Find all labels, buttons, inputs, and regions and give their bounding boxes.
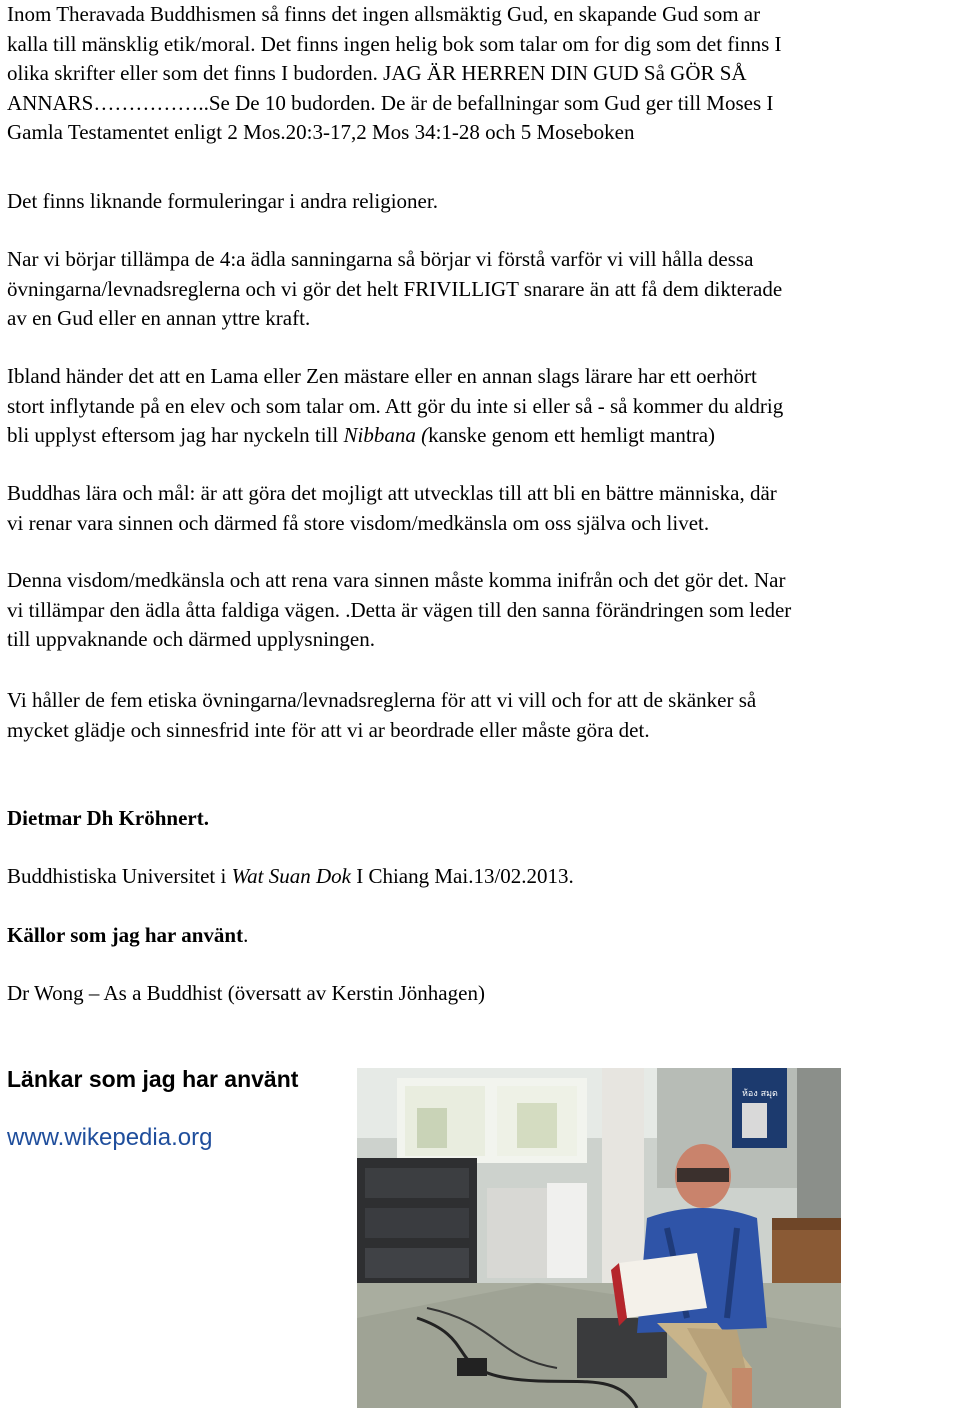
paragraph-3-line: övningarna/levnadsreglerna och vi gör det helt FRIVILLIGT snarare än att få dem dikterade xyxy=(7,276,783,301)
paragraph-2 xyxy=(7,187,957,217)
paragraph-6-line: Denna visdom/medkänsla och att rena vara sinnen måste komma inifrån och det gör det. Nar xyxy=(7,568,786,592)
paragraph-5-line: Buddhas lära och mål: är att göra det mojligt att utvecklas till att bli en bättre människa, där xyxy=(7,481,777,505)
paragraph-4-line: stort inflytande på en elev och som talar om. Att gör du inte si eller så - så kommer du aldrig xyxy=(7,393,784,418)
sources-heading-period: . xyxy=(243,923,249,947)
paragraph-1 xyxy=(7,0,957,148)
affiliation-date: I Chiang Mai.13/02.2013. xyxy=(350,864,574,888)
paragraph-3-line: Nar vi börjar tillämpa de 4:a ädla sanningarna så börjar vi förstå varför vi vill hålla dessa xyxy=(7,247,754,271)
paragraph-3 xyxy=(7,245,957,334)
paragraph-1-line: kalla till mänsklig etik/moral. Det finns ingen helig bok som talar om for dig som det finns I xyxy=(7,31,782,56)
paragraph-5-line: vi renar vara sinnen och därmed få store visdom/medkänsla om oss själva och livet. xyxy=(7,510,710,535)
wikipedia-link[interactable]: www.wikepedia.org xyxy=(7,1124,213,1151)
paragraph-4 xyxy=(7,362,957,451)
affiliation-text: Buddhistiska Universitet i xyxy=(7,864,232,888)
affiliation-line xyxy=(7,862,957,892)
photo-sign-text: ห้อง สมุด xyxy=(742,1089,778,1099)
paragraph-4-line: Ibland händer det att en Lama eller Zen mästare eller en annan slags lärare har ett oerhört xyxy=(7,364,757,388)
paragraph-2-line: Det finns liknande formuleringar i andra religioner. xyxy=(7,189,438,213)
sources-heading-text: Källor som jag har använt xyxy=(7,923,244,947)
author-name: Dietmar Dh Kröhnert. xyxy=(7,806,209,830)
paragraph-4-text: kanske genom ett hemligt mantra) xyxy=(428,423,716,448)
source-item: Dr Wong – As a Buddhist (översatt av Kerstin Jönhagen) xyxy=(7,981,485,1005)
paragraph-6-line: till uppvaknande och därmed upplysningen. xyxy=(7,627,376,652)
paragraph-6-line: vi tillämpar den ädla åtta faldiga vägen. .Detta är vägen till den sanna förändringen som leder xyxy=(7,597,792,622)
paragraph-1-line: olika skrifter eller som det finns I budorden. JAG ÄR HERREN DIN GUD Så GÖR SÅ xyxy=(7,61,747,86)
paragraph-4-line xyxy=(7,421,957,451)
paragraph-6 xyxy=(7,566,957,655)
paragraph-1-line: ANNARS……………..Se De 10 budorden. De är de befallningar som Gud ger till Moses I xyxy=(7,90,774,115)
paragraph-7-line: mycket glädje och sinnesfrid inte för att vi ar beordrade eller måste göra det. xyxy=(7,717,650,742)
paragraph-1-line: Gamla Testamentet enligt 2 Mos.20:3-17,2 Mos 34:1-28 och 5 Moseboken xyxy=(7,120,635,145)
paragraph-5 xyxy=(7,479,957,538)
links-heading: Länkar som jag har använt xyxy=(7,1066,299,1092)
author-photo xyxy=(357,1068,841,1408)
paragraph-3-line: av en Gud eller en annan yttre kraft. xyxy=(7,306,311,331)
paragraph-7-line: Vi håller de fem etiska övningarna/levnadsreglerna för att vi vill och for att de skänker så xyxy=(7,688,757,712)
wat-suan-dok: Wat Suan Dok xyxy=(231,864,351,888)
sources-heading xyxy=(7,921,957,951)
paragraph-1-line: Inom Theravada Buddhismen så finns det ingen allsmäktig Gud, en skapande Gud som ar xyxy=(7,2,761,26)
paragraph-4-text: bli upplyst eftersom jag har nyckeln till xyxy=(7,423,344,448)
nibbana-term: Nibbana ( xyxy=(343,423,429,448)
paragraph-7 xyxy=(7,686,957,745)
